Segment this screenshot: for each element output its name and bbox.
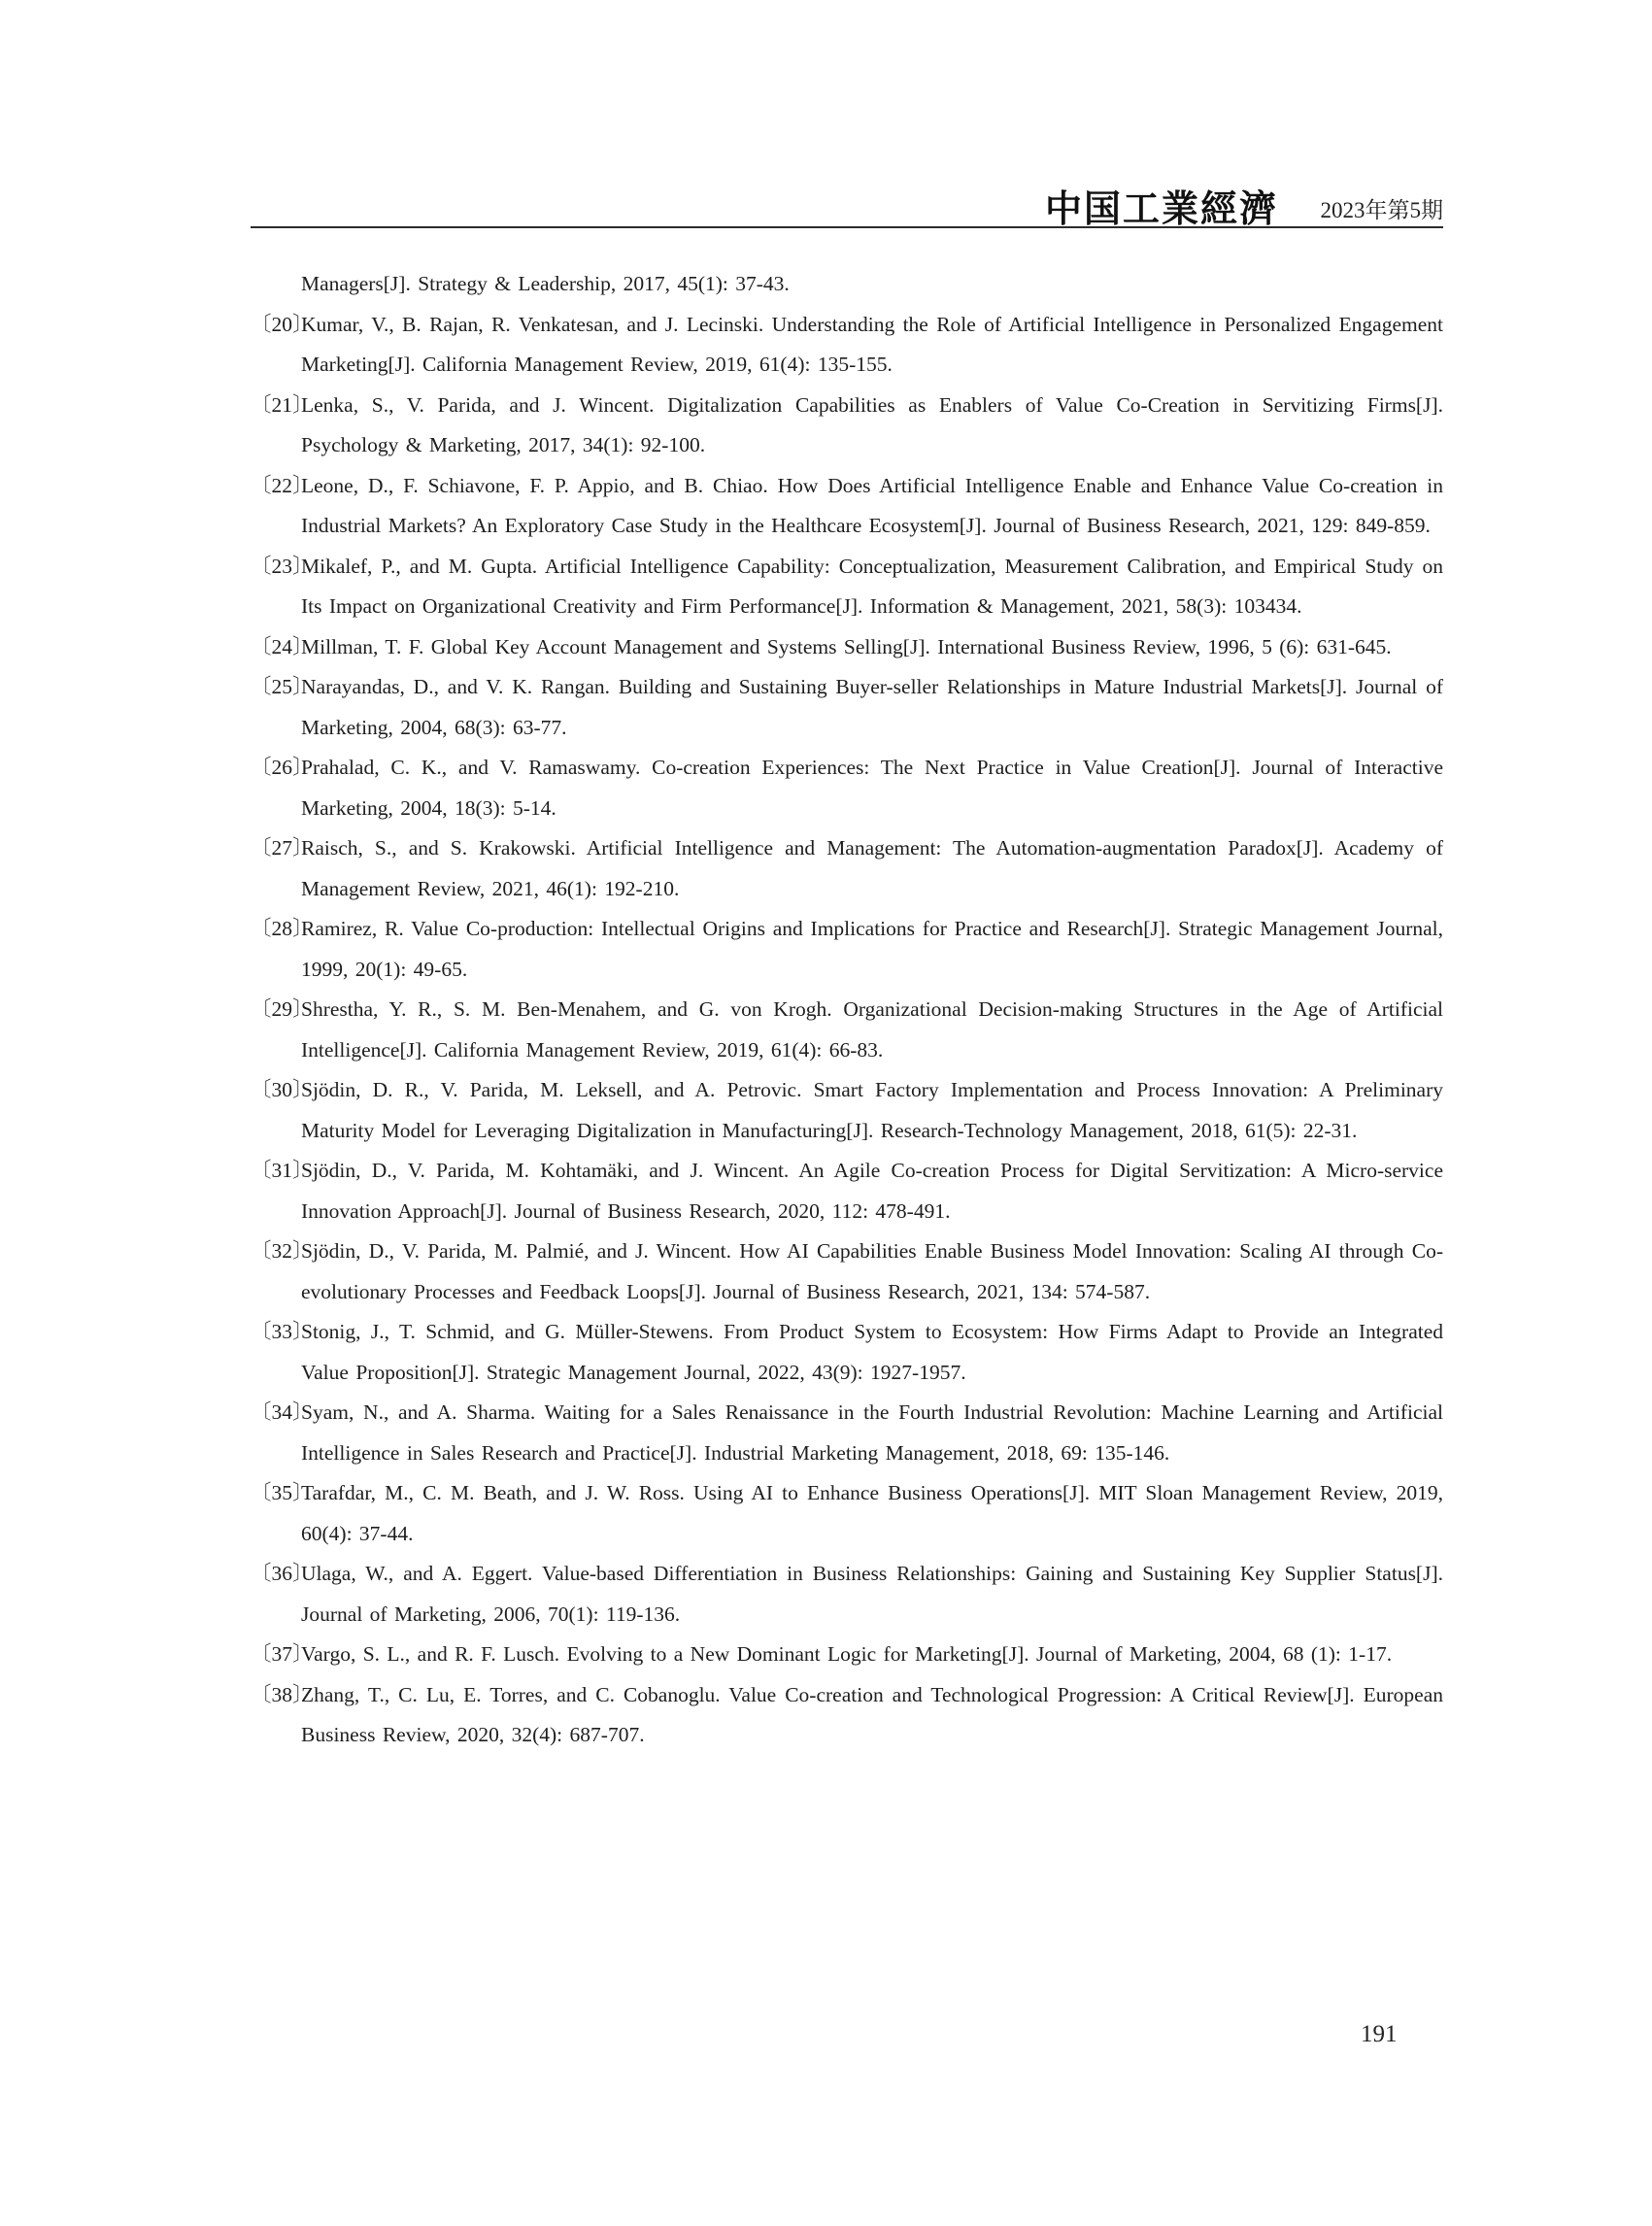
reference-text: Raisch, S., and S. Krakowski. Artificial Intelligence and Management: The Automation-augmentation Paradox[J]. Academy of Management Review, 2021, 46(1): 192-210. [301,836,1443,900]
reference-text: Syam, N., and A. Sharma. Waiting for a Sales Renaissance in the Fourth Industrial Revolution: Machine Learning and Artificial Intelligence in Sales Research and Practice[J]. Industrial Marketing Management, 2018, 69: 135-146. [301,1400,1443,1465]
reference-number: 〔36〕 [251,1562,314,1585]
journal-logo: 中国工業經濟 [1044,186,1278,230]
reference-entry [251,1312,1443,1393]
reference-text: Vargo, S. L., and R. F. Lusch. Evolving to a New Dominant Logic for Marketing[J]. Journal of Marketing, 2004, 68 (1): 1-17. [301,1642,1393,1666]
reference-text: Sjödin, D. R., V. Parida, M. Leksell, and A. Petrovic. Smart Factory Implementation and Process Innovation: A Preliminary Maturity Model for Leveraging Digitalization in Manufacturing[J]. Research-Technology Management, 2018, 61(5): 22-31. [301,1078,1443,1142]
page-number: 191 [1361,2021,1398,2047]
issue-label: 2023年第5期 [1320,198,1443,222]
reference-entry [251,547,1443,627]
reference-text: Prahalad, C. K., and V. Ramaswamy. Co-creation Experiences: The Next Practice in Value Creation[J]. Journal of Interactive Marketing, 2004, 18(3): 5-14. [301,756,1443,820]
reference-entry [251,990,1443,1070]
reference-entry [251,748,1443,828]
reference-text: Ulaga, W., and A. Eggert. Value-based Differentiation in Business Relationships: Gaining and Sustaining Key Supplier Status[J]. Journal of Marketing, 2006, 70(1): 119-136. [301,1562,1443,1626]
reference-number: 〔23〕 [251,554,314,578]
reference-entry [251,627,1443,668]
reference-entry [251,305,1443,386]
reference-number: 〔24〕 [251,634,314,658]
reference-text: Mikalef, P., and M. Gupta. Artificial Intelligence Capability: Conceptualization, Measurement Calibration, and Empirical Study on Its Impact on Organizational Creativity and Firm Performance[J]. Information & Management, 2021, 58(3): 103434. [301,554,1443,618]
reference-number: 〔25〕 [251,675,314,698]
reference-number: 〔22〕 [251,473,314,497]
reference-number: 〔20〕 [251,312,314,336]
reference-entry [251,466,1443,547]
reference-number: 〔37〕 [251,1642,314,1666]
reference-number: 〔27〕 [251,836,314,860]
reference-number: 〔30〕 [251,1078,314,1101]
reference-text: Leone, D., F. Schiavone, F. P. Appio, and B. Chiao. How Does Artificial Intelligence Enable and Enhance Value Co-creation in Industrial Markets? An Exploratory Case Study in the Healthcare Ecosystem[J]. Journal of Business Research, 2021, 129: 849-859. [301,473,1443,537]
reference-entry [251,1473,1443,1554]
reference-number: 〔38〕 [251,1682,314,1706]
reference-text: Kumar, V., B. Rajan, R. Venkatesan, and J. Lecinski. Understanding the Role of Artificial Intelligence in Personalized Engagement Marketing[J]. California Management Review, 2019, 61(4): 135-155. [301,312,1443,376]
reference-number: 〔35〕 [251,1481,314,1504]
reference-entry [251,1675,1443,1756]
reference-number: 〔31〕 [251,1159,314,1182]
reference-text: Shrestha, Y. R., S. M. Ben-Menahem, and G. von Krogh. Organizational Decision-making Structures in the Age of Artificial Intelligence[J]. California Management Review, 2019, 61(4): 66-83. [301,997,1443,1062]
reference-entry [251,828,1443,909]
reference-text: Sjödin, D., V. Parida, M. Palmié, and J. Wincent. How AI Capabilities Enable Business Model Innovation: Scaling AI through Co-evolutionary Processes and Feedback Loops[J]. Journal of Business Research, 2021, 134: 574-587. [301,1239,1443,1303]
running-header [251,183,1443,228]
reference-text: Narayandas, D., and V. K. Rangan. Building and Sustaining Buyer-seller Relationships in Mature Industrial Markets[J]. Journal of Marketing, 2004, 68(3): 63-77. [301,675,1443,739]
reference-entry [251,1554,1443,1635]
reference-text: Stonig, J., T. Schmid, and G. Müller-Stewens. From Product System to Ecosystem: How Firms Adapt to Provide an Integrated Value Proposition[J]. Strategic Management Journal, 2022, 43(9): 1927-1957. [301,1320,1443,1384]
reference-text: Sjödin, D., V. Parida, M. Kohtamäki, and J. Wincent. An Agile Co-creation Process for Digital Servitization: A Micro-service Innovation Approach[J]. Journal of Business Research, 2020, 112: 478-491. [301,1159,1443,1223]
reference-list [251,264,1443,1756]
reference-number: 〔21〕 [251,392,314,417]
reference-text: Ramirez, R. Value Co-production: Intellectual Origins and Implications for Practice and Research[J]. Strategic Management Journal, 1999, 20(1): 49-65. [301,917,1443,981]
reference-number: 〔28〕 [251,917,314,940]
reference-continuation: Managers[J]. Strategy & Leadership, 2017, 45(1): 37-43. [301,272,790,295]
reference-entry [251,1393,1443,1473]
reference-entry [251,1231,1443,1312]
reference-text: Zhang, T., C. Lu, E. Torres, and C. Cobanoglu. Value Co-creation and Technological Progression: A Critical Review[J]. European Business Review, 2020, 32(4): 687-707. [301,1682,1443,1746]
reference-number: 〔34〕 [251,1400,314,1424]
reference-text: Tarafdar, M., C. M. Beath, and J. W. Ross. Using AI to Enhance Business Operations[J]. MIT Sloan Management Review, 2019, 60(4): 37-44. [301,1481,1443,1545]
reference-number: 〔26〕 [251,756,314,779]
reference-entry [251,909,1443,990]
reference-text: Millman, T. F. Global Key Account Management and Systems Selling[J]. International Business Review, 1996, 5 (6): 631-645. [301,634,1392,658]
reference-entry [251,1151,1443,1231]
reference-entry [251,667,1443,748]
reference-number: 〔33〕 [251,1320,314,1343]
reference-entry [251,386,1443,466]
reference-text: Lenka, S., V. Parida, and J. Wincent. Digitalization Capabilities as Enablers of Value Co-Creation in Servitizing Firms[J]. Psychology & Marketing, 2017, 34(1): 92-100. [301,392,1443,456]
reference-entry [251,1070,1443,1151]
reference-number: 〔32〕 [251,1239,314,1263]
reference-entry [251,1635,1443,1675]
reference-number: 〔29〕 [251,997,314,1021]
